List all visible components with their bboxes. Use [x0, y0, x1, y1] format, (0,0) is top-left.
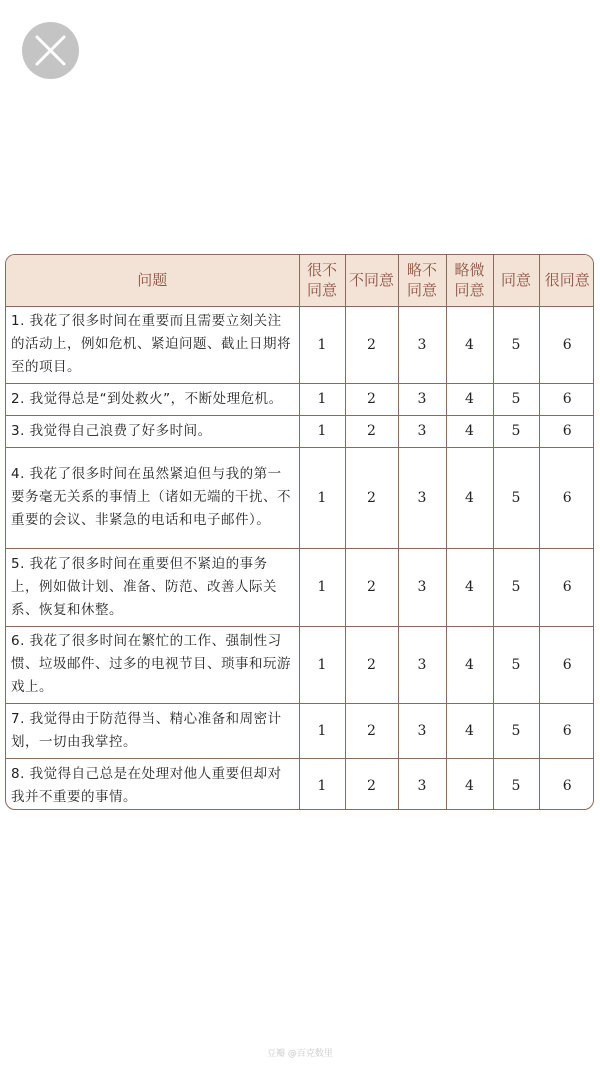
table-header-row [6, 255, 594, 306]
header-agree: 同意 [493, 255, 539, 306]
header-disagree: 不同意 [345, 255, 398, 306]
question-cell: 4. 我花了很多时间在虽然紧迫但与我的第一要务毫无关系的事情上（诸如无端的干扰、不重要的会议、非紧急的电话和电子邮件）。 [6, 447, 299, 548]
score-option-5[interactable]: 5 [493, 306, 539, 383]
question-cell: 6. 我花了很多时间在繁忙的工作、强制性习惯、垃圾邮件、过多的电视节目、琐事和玩游戏上。 [6, 626, 299, 703]
table-row [6, 447, 594, 548]
score-option-3[interactable]: 3 [398, 548, 446, 626]
score-option-6[interactable]: 6 [539, 383, 594, 415]
score-option-3[interactable]: 3 [398, 626, 446, 703]
score-option-2[interactable]: 2 [345, 447, 398, 548]
score-option-5[interactable]: 5 [493, 548, 539, 626]
score-option-5[interactable]: 5 [493, 415, 539, 447]
score-option-6[interactable]: 6 [539, 415, 594, 447]
score-option-1[interactable]: 1 [299, 306, 345, 383]
score-option-1[interactable]: 1 [299, 758, 345, 810]
score-option-4[interactable]: 4 [446, 703, 493, 758]
score-option-4[interactable]: 4 [446, 447, 493, 548]
table-row [6, 703, 594, 758]
score-option-6[interactable]: 6 [539, 548, 594, 626]
score-option-2[interactable]: 2 [345, 548, 398, 626]
score-option-4[interactable]: 4 [446, 415, 493, 447]
score-option-5[interactable]: 5 [493, 383, 539, 415]
score-option-6[interactable]: 6 [539, 703, 594, 758]
table-row [6, 626, 594, 703]
question-cell: 2. 我觉得总是“到处救火”，不断处理危机。 [6, 383, 299, 415]
score-option-1[interactable]: 1 [299, 548, 345, 626]
table-row [6, 415, 594, 447]
score-option-2[interactable]: 2 [345, 626, 398, 703]
score-option-1[interactable]: 1 [299, 626, 345, 703]
header-strongly-disagree: 很不 同意 [299, 255, 345, 306]
score-option-4[interactable]: 4 [446, 306, 493, 383]
score-option-3[interactable]: 3 [398, 383, 446, 415]
score-option-4[interactable]: 4 [446, 758, 493, 810]
score-option-1[interactable]: 1 [299, 447, 345, 548]
question-cell: 3. 我觉得自己浪费了好多时间。 [6, 415, 299, 447]
table-row [6, 306, 594, 383]
score-option-2[interactable]: 2 [345, 383, 398, 415]
score-option-3[interactable]: 3 [398, 306, 446, 383]
question-cell: 7. 我觉得由于防范得当、精心准备和周密计划，一切由我掌控。 [6, 703, 299, 758]
close-button[interactable] [22, 22, 79, 79]
score-option-2[interactable]: 2 [345, 306, 398, 383]
score-option-5[interactable]: 5 [493, 447, 539, 548]
score-option-5[interactable]: 5 [493, 758, 539, 810]
close-icon [22, 22, 79, 79]
score-option-5[interactable]: 5 [493, 626, 539, 703]
table-row [6, 758, 594, 810]
score-option-3[interactable]: 3 [398, 703, 446, 758]
score-option-6[interactable]: 6 [539, 447, 594, 548]
score-option-6[interactable]: 6 [562, 777, 572, 794]
question-cell: 1. 我花了很多时间在重要而且需要立刻关注的活动上，例如危机、紧迫问题、截止日期将至的项目。 [6, 306, 299, 383]
score-option-6[interactable]: 6 [539, 306, 594, 383]
score-option-1[interactable]: 1 [299, 415, 345, 447]
score-option-4[interactable]: 4 [446, 383, 493, 415]
score-option-3[interactable]: 3 [398, 447, 446, 548]
header-question: 问题 [6, 255, 299, 306]
header-strongly-agree: 很同意 [539, 255, 594, 306]
score-option-2[interactable]: 2 [345, 415, 398, 447]
header-slightly-agree: 略微 同意 [446, 255, 493, 306]
score-option-2[interactable]: 2 [345, 703, 398, 758]
question-cell: 5. 我花了很多时间在重要但不紧迫的事务上，例如做计划、准备、防范、改善人际关系、恢复和休整。 [6, 548, 299, 626]
score-option-2[interactable]: 2 [345, 758, 398, 810]
table-row [6, 383, 594, 415]
score-option-1[interactable]: 1 [299, 383, 345, 415]
watermark: 豆瓣 @百克数里 [267, 1049, 333, 1059]
score-option-3[interactable]: 3 [398, 758, 446, 810]
table-row [6, 548, 594, 626]
score-option-1[interactable]: 1 [299, 703, 345, 758]
question-cell: 8. 我觉得自己总是在处理对他人重要但却对我并不重要的事情。 [6, 758, 299, 810]
score-option-5[interactable]: 5 [493, 703, 539, 758]
score-option-3[interactable]: 3 [398, 415, 446, 447]
questionnaire-table [5, 254, 594, 810]
score-option-6[interactable]: 6 [539, 626, 594, 703]
score-option-4[interactable]: 4 [446, 626, 493, 703]
score-option-4[interactable]: 4 [446, 548, 493, 626]
header-slightly-disagree: 略不 同意 [398, 255, 446, 306]
